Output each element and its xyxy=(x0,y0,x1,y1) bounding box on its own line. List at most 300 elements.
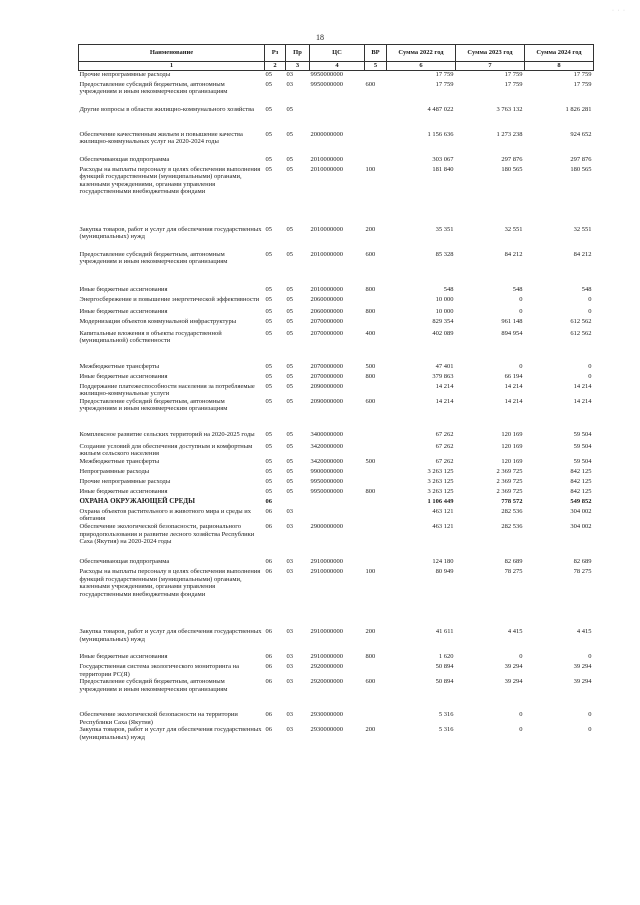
row-pr: 03 xyxy=(286,71,293,78)
row-sum-2024: 4 415 xyxy=(576,628,592,636)
row-sum-2024: 842 125 xyxy=(570,477,592,485)
row-sum-2024: 612 562 xyxy=(570,329,592,337)
row-name: Энергосбережение и повышение энергетической эффективности xyxy=(79,295,260,303)
row-vr xyxy=(365,71,387,81)
row-rz: 05 xyxy=(265,165,272,173)
row-rz: 06 xyxy=(265,663,272,671)
row-name: Государственная система экологического мониторинга на территории РС(Я) xyxy=(79,663,239,678)
row-sum-2023: 548 xyxy=(512,285,523,293)
row-vr: 100 xyxy=(365,165,376,173)
row-sum-2022: 5 316 xyxy=(438,726,454,734)
row-sum-2024: 304 002 xyxy=(570,523,592,531)
row-sum-2024: 78 275 xyxy=(573,568,592,576)
row-vr: 600 xyxy=(365,250,376,258)
row-sum-2023: 120 169 xyxy=(501,457,523,465)
row-sum-2024: 84 212 xyxy=(573,250,592,258)
row-name: Охрана объектов растительного и животного мира и среды их обитания xyxy=(79,507,251,523)
row-rz: 05 xyxy=(265,80,272,88)
row-pr: 03 xyxy=(286,678,293,686)
header-cell: Сумма 2022 год xyxy=(387,45,456,62)
table-row xyxy=(79,373,594,383)
row-sum-2022: 14 214 xyxy=(435,397,454,405)
row-vr xyxy=(365,498,387,508)
row-cs: 2920000000 xyxy=(310,678,343,686)
row-sum-2022: 47 401 xyxy=(435,362,454,370)
row-pr: 03 xyxy=(286,568,293,576)
row-pr: 03 xyxy=(286,653,293,661)
row-cs: 2010000000 xyxy=(310,165,343,173)
row-sum-2023: 2 369 725 xyxy=(496,477,523,485)
row-vr: 200 xyxy=(365,628,376,636)
row-sum-2024: 842 125 xyxy=(570,467,592,475)
row-sum-2022: 303 067 xyxy=(432,155,454,163)
row-name: Создание условий для обеспечения доступным и комфортным жильем сельского населения xyxy=(79,442,253,458)
table-row xyxy=(79,131,594,156)
table-row xyxy=(79,106,594,131)
row-rz: 06 xyxy=(265,558,272,566)
row-name: Прочие непрограммные расходы xyxy=(79,477,171,485)
row-name: Прочие непрограммные расходы xyxy=(79,71,171,78)
row-sum-2023: 4 415 xyxy=(507,628,523,636)
row-cs: 2930000000 xyxy=(310,711,343,719)
row-cs xyxy=(310,508,365,523)
row-rz: 05 xyxy=(265,317,272,325)
row-sum-2024: 842 125 xyxy=(570,487,592,495)
table-row xyxy=(79,443,594,458)
row-sum-2023: 961 148 xyxy=(501,317,523,325)
row-name: Обеспечивающая подпрограмма xyxy=(79,558,170,566)
row-cs: 2000000000 xyxy=(310,130,343,138)
row-pr: 03 xyxy=(286,628,293,636)
row-pr: 03 xyxy=(286,663,293,671)
row-pr: 05 xyxy=(286,130,293,138)
row-sum-2024: 297 876 xyxy=(570,155,592,163)
row-name: ОХРАНА ОКРУЖАЮЩЕЙ СРЕДЫ xyxy=(79,496,195,505)
row-sum-2023: 84 212 xyxy=(504,250,523,258)
row-name: Обеспечение экологической безопасности, рационального природопользования и развитие лесного хозяйства Республики Саха (Якутия) на 2020-2024 годы xyxy=(79,523,255,546)
table-row xyxy=(79,363,594,373)
row-name: Обеспечение экологической безопасности на территории Республики Саха (Якутия) xyxy=(79,711,238,726)
row-pr: 05 xyxy=(286,477,293,485)
column-number: 5 xyxy=(365,62,387,71)
row-vr: 100 xyxy=(365,568,376,576)
row-rz: 05 xyxy=(265,71,272,78)
table-body xyxy=(79,71,594,747)
table-row xyxy=(79,663,594,678)
row-sum-2024: 0 xyxy=(588,362,592,370)
row-cs: 3400000000 xyxy=(310,430,343,438)
row-name: Обеспечивающая подпрограмма xyxy=(79,155,170,163)
header-cell: Наименование xyxy=(79,45,265,62)
row-pr: 05 xyxy=(286,155,293,163)
table-row xyxy=(79,383,594,398)
row-name: Иные бюджетные ассигнования xyxy=(79,487,168,495)
row-sum-2024: 0 xyxy=(588,307,592,315)
row-sum-2022: 50 894 xyxy=(435,678,454,686)
table-row xyxy=(79,318,594,330)
row-sum-2024: 0 xyxy=(588,295,592,303)
row-rz: 05 xyxy=(265,225,272,233)
row-sum-2022: 1 106 449 xyxy=(427,497,454,505)
row-sum-2023: 0 xyxy=(519,711,523,719)
row-cs: 2010000000 xyxy=(310,155,343,163)
header-cell: Сумма 2023 год xyxy=(456,45,525,62)
table-row xyxy=(79,166,594,226)
row-cs: 2060000000 xyxy=(310,295,343,303)
column-number: 4 xyxy=(310,62,365,71)
header-cell: ЦС xyxy=(310,45,365,62)
column-number: 1 xyxy=(79,62,265,71)
row-rz: 05 xyxy=(265,467,272,475)
row-pr: 05 xyxy=(286,250,293,258)
row-cs: 2900000000 xyxy=(310,523,343,531)
row-sum-2022: 35 351 xyxy=(435,225,454,233)
row-rz: 06 xyxy=(265,628,272,636)
row-pr: 05 xyxy=(286,457,293,465)
row-vr xyxy=(365,106,387,131)
row-rz: 06 xyxy=(265,653,272,661)
row-sum-2023: 14 214 xyxy=(504,397,523,405)
row-sum-2022: 14 214 xyxy=(435,382,454,390)
row-rz: 05 xyxy=(265,362,272,370)
table-row xyxy=(79,286,594,296)
row-sum-2024: 39 294 xyxy=(573,663,592,671)
row-vr xyxy=(365,431,387,443)
table-row xyxy=(79,296,594,308)
row-sum-2022: 67 262 xyxy=(435,442,454,450)
row-sum-2022: 80 949 xyxy=(435,568,454,576)
row-sum-2022: 548 xyxy=(443,285,454,293)
row-name: Межбюджетные трансферты xyxy=(79,457,160,465)
table-row xyxy=(79,508,594,523)
row-rz: 06 xyxy=(265,726,272,734)
row-name: Иные бюджетные ассигнования xyxy=(79,285,168,293)
table-row xyxy=(79,431,594,443)
row-cs: 2010000000 xyxy=(310,225,343,233)
row-sum-2023: 32 551 xyxy=(504,225,523,233)
row-rz: 05 xyxy=(265,372,272,380)
row-pr: 05 xyxy=(286,105,293,113)
row-vr: 800 xyxy=(365,285,376,293)
row-cs: 2920000000 xyxy=(310,663,343,671)
row-rz: 05 xyxy=(265,442,272,450)
row-sum-2022: 3 263 125 xyxy=(427,477,454,485)
row-name: Обеспечение качественным жильем и повышение качества жилищно-коммунальных услуг на 2020-2024 годы xyxy=(79,130,243,146)
row-rz: 05 xyxy=(265,285,272,293)
row-pr: 05 xyxy=(286,307,293,315)
row-sum-2024: 32 551 xyxy=(573,225,592,233)
row-sum-2023: 66 194 xyxy=(504,372,523,380)
row-pr: 05 xyxy=(286,285,293,293)
row-sum-2024: 17 759 xyxy=(573,71,592,78)
row-pr: 05 xyxy=(286,362,293,370)
row-pr: 05 xyxy=(286,165,293,173)
row-rz: 06 xyxy=(265,507,272,515)
row-rz: 06 xyxy=(265,568,272,576)
row-sum-2023: 120 169 xyxy=(501,442,523,450)
row-vr xyxy=(365,711,387,726)
row-pr: 05 xyxy=(286,487,293,495)
header-cell: ВР xyxy=(365,45,387,62)
row-sum-2023: 0 xyxy=(519,362,523,370)
row-rz: 05 xyxy=(265,155,272,163)
header-cell: Пр xyxy=(286,45,310,62)
page-number: 18 xyxy=(316,33,324,42)
table-row xyxy=(79,398,594,431)
row-rz: 05 xyxy=(265,329,272,337)
row-rz: 05 xyxy=(265,295,272,303)
row-sum-2024: 17 759 xyxy=(573,80,592,88)
row-cs: 3420000000 xyxy=(310,442,343,450)
row-sum-2023: 0 xyxy=(519,726,523,734)
row-pr: 05 xyxy=(286,372,293,380)
row-vr: 400 xyxy=(365,329,376,337)
row-name: Иные бюджетные ассигнования xyxy=(79,653,168,661)
row-vr: 200 xyxy=(365,726,376,734)
row-pr: 03 xyxy=(286,523,293,531)
row-pr: 03 xyxy=(286,726,293,734)
row-name: Закупка товаров, работ и услуг для обеспечения государственных (муниципальных) нужд xyxy=(79,628,262,643)
row-vr xyxy=(365,558,387,568)
row-sum-2022: 3 263 125 xyxy=(427,467,454,475)
row-rz: 05 xyxy=(265,397,272,405)
row-vr: 800 xyxy=(365,307,376,315)
row-sum-2023: 39 294 xyxy=(504,678,523,686)
row-cs: 2090000000 xyxy=(310,397,343,405)
row-name: Предоставление субсидий бюджетным, автономным учреждениям и иным некоммерческим организациям xyxy=(79,80,228,96)
row-cs xyxy=(310,106,365,131)
row-rz: 06 xyxy=(265,711,272,719)
row-rz: 05 xyxy=(265,487,272,495)
table-row xyxy=(79,251,594,286)
row-sum-2023: 0 xyxy=(519,653,523,661)
row-cs: 2060000000 xyxy=(310,307,343,315)
row-vr xyxy=(365,443,387,458)
row-sum-2024: 549 852 xyxy=(570,497,592,505)
row-sum-2023: 282 536 xyxy=(501,523,523,531)
table-row xyxy=(79,628,594,653)
row-sum-2023: 2 369 725 xyxy=(496,467,523,475)
row-name: Закупка товаров, работ и услуг для обеспечения государственных (муниципальных) нужд xyxy=(79,726,262,742)
row-cs: 2910000000 xyxy=(310,653,343,661)
row-sum-2022: 41 611 xyxy=(435,628,454,636)
row-name: Межбюджетные трансферты xyxy=(79,362,160,370)
row-pr: 05 xyxy=(286,467,293,475)
row-pr: 05 xyxy=(286,317,293,325)
row-pr xyxy=(286,498,310,508)
budget-table xyxy=(78,44,594,746)
row-sum-2023: 0 xyxy=(519,295,523,303)
row-sum-2024: 0 xyxy=(588,653,592,661)
row-sum-2024: 14 214 xyxy=(573,382,592,390)
row-sum-2023: 1 273 238 xyxy=(496,130,523,138)
row-rz: 05 xyxy=(265,307,272,315)
row-cs: 2090000000 xyxy=(310,382,343,390)
header-row xyxy=(79,45,594,62)
row-sum-2023: 14 214 xyxy=(504,382,523,390)
row-sum-2022: 17 759 xyxy=(435,71,454,78)
row-sum-2022: 50 894 xyxy=(435,663,454,671)
row-cs: 9900000000 xyxy=(310,467,343,475)
row-sum-2023: 282 536 xyxy=(501,507,523,515)
row-sum-2024: 548 xyxy=(581,285,592,293)
row-cs: 9950000000 xyxy=(310,80,343,88)
row-pr: 05 xyxy=(286,430,293,438)
row-sum-2024: 924 652 xyxy=(570,130,592,138)
row-pr: 05 xyxy=(286,225,293,233)
row-sum-2022: 1 156 636 xyxy=(427,130,454,138)
row-name: Предоставление субсидий бюджетным, автономным учреждениям и иным некоммерческим организациям xyxy=(79,678,228,693)
header-cell: Сумма 2024 год xyxy=(525,45,594,62)
row-sum-2022: 3 263 125 xyxy=(427,487,454,495)
row-name: Расходы на выплаты персоналу в целях обеспечения выполнения функций государственными (муниципальными) органами, казенными учреждениями, органами управления государственными внебюджетными фондами xyxy=(79,165,261,196)
row-vr xyxy=(365,663,387,678)
row-vr: 800 xyxy=(365,487,376,495)
row-sum-2024: 180 565 xyxy=(570,165,592,173)
row-name: Предоставление субсидий бюджетным, автономным учреждениям и иным некоммерческим организациям xyxy=(79,250,228,266)
row-sum-2022: 5 316 xyxy=(438,711,454,719)
row-vr: 600 xyxy=(365,80,376,88)
row-sum-2022: 379 863 xyxy=(432,372,454,380)
row-sum-2022: 402 089 xyxy=(432,329,454,337)
row-cs: 9950000000 xyxy=(310,71,343,78)
row-vr: 600 xyxy=(365,397,376,405)
row-cs: 2910000000 xyxy=(310,558,343,566)
row-name: Закупка товаров, работ и услуг для обеспечения государственных (муниципальных) нужд xyxy=(79,225,262,241)
column-number: 3 xyxy=(286,62,310,71)
row-name: Расходы на выплаты персоналу в целях обеспечения выполнения функций государственными (муниципальными) органами, казенными учреждениями, органами управления государственными внебюджетными фондами xyxy=(79,568,261,598)
row-vr xyxy=(365,383,387,398)
row-rz: 05 xyxy=(265,382,272,390)
table-row xyxy=(79,711,594,726)
row-pr: 03 xyxy=(286,711,293,719)
row-sum-2024: 1 826 281 xyxy=(565,105,592,113)
corner-mark: · · · xyxy=(612,8,626,14)
row-cs: 2070000000 xyxy=(310,329,343,337)
row-cs: 2070000000 xyxy=(310,362,343,370)
row-vr xyxy=(365,468,387,478)
row-sum-2023: 180 565 xyxy=(501,165,523,173)
row-sum-2022: 829 354 xyxy=(432,317,454,325)
table-row xyxy=(79,498,594,508)
column-number-row xyxy=(79,62,594,71)
table-row xyxy=(79,458,594,468)
row-sum-2024: 304 002 xyxy=(570,507,592,515)
row-vr: 600 xyxy=(365,678,376,686)
row-rz: 05 xyxy=(265,105,272,113)
column-number: 8 xyxy=(525,62,594,71)
row-sum-2023: 297 876 xyxy=(501,155,523,163)
row-sum-2023: 78 275 xyxy=(504,568,523,576)
table-row xyxy=(79,653,594,663)
row-name: Комплексное развитие сельских территорий на 2020-2025 годы xyxy=(79,430,255,438)
row-name: Капитальные вложения в объекты государственной (муниципальной) собственности xyxy=(79,329,222,345)
table-row xyxy=(79,81,594,106)
row-name: Иные бюджетные ассигнования xyxy=(79,307,168,315)
row-pr: 03 xyxy=(286,507,293,515)
row-vr xyxy=(365,508,387,523)
row-pr: 05 xyxy=(286,397,293,405)
row-name: Иные бюджетные ассигнования xyxy=(79,372,168,380)
row-sum-2023: 17 759 xyxy=(504,80,523,88)
table-row xyxy=(79,558,594,568)
row-sum-2023: 39 294 xyxy=(504,663,523,671)
row-cs: 3420000000 xyxy=(310,457,343,465)
row-cs: 2010000000 xyxy=(310,250,343,258)
row-vr xyxy=(365,131,387,156)
row-name: Предоставление субсидий бюджетным, автономным учреждениям и иным некоммерческим организациям xyxy=(79,397,228,413)
table-row xyxy=(79,568,594,628)
row-sum-2024: 0 xyxy=(588,372,592,380)
row-sum-2024: 59 504 xyxy=(573,430,592,438)
row-vr: 800 xyxy=(365,653,376,661)
row-pr: 03 xyxy=(286,80,293,88)
row-pr: 03 xyxy=(286,558,293,566)
row-sum-2024: 0 xyxy=(588,711,592,719)
row-pr: 05 xyxy=(286,295,293,303)
row-pr: 05 xyxy=(286,329,293,337)
row-cs: 2070000000 xyxy=(310,372,343,380)
row-cs: 9950000000 xyxy=(310,477,343,485)
row-vr xyxy=(365,318,387,330)
table-row xyxy=(79,726,594,746)
row-vr xyxy=(365,478,387,488)
row-vr: 800 xyxy=(365,372,376,380)
row-vr: 500 xyxy=(365,362,376,370)
row-cs: 2910000000 xyxy=(310,568,343,576)
row-rz: 05 xyxy=(265,477,272,485)
row-name: Поддержание платежеспособности населения за потребляемые жилищно-коммунальные услуги xyxy=(79,382,255,398)
row-rz: 06 xyxy=(265,523,272,531)
row-pr: 05 xyxy=(286,382,293,390)
row-rz: 05 xyxy=(265,250,272,258)
row-sum-2022: 67 262 xyxy=(435,430,454,438)
row-name: Модернизация объектов коммунальной инфраструктуры xyxy=(79,317,237,325)
row-sum-2024: 39 294 xyxy=(573,678,592,686)
row-rz: 06 xyxy=(265,497,272,505)
table-row xyxy=(79,226,594,251)
row-rz: 06 xyxy=(265,678,272,686)
row-cs xyxy=(310,498,365,508)
row-sum-2023: 17 759 xyxy=(504,71,523,78)
row-sum-2023: 778 572 xyxy=(501,497,523,505)
row-vr: 500 xyxy=(365,457,376,465)
row-sum-2023: 894 954 xyxy=(501,329,523,337)
row-sum-2022: 10 000 xyxy=(435,295,454,303)
row-sum-2023: 2 369 725 xyxy=(496,487,523,495)
row-cs: 9950000000 xyxy=(310,487,343,495)
header-cell: Рз xyxy=(265,45,286,62)
row-sum-2024: 14 214 xyxy=(573,397,592,405)
row-vr xyxy=(365,296,387,308)
table-row xyxy=(79,478,594,488)
row-sum-2023: 3 763 132 xyxy=(496,105,523,113)
row-sum-2022: 17 759 xyxy=(435,80,454,88)
row-sum-2023: 120 169 xyxy=(501,430,523,438)
row-rz: 05 xyxy=(265,130,272,138)
row-rz: 05 xyxy=(265,430,272,438)
row-sum-2022: 85 328 xyxy=(435,250,454,258)
row-vr xyxy=(365,156,387,166)
row-rz: 05 xyxy=(265,457,272,465)
row-sum-2022: 463 121 xyxy=(432,507,454,515)
table-row xyxy=(79,468,594,478)
row-cs: 2010000000 xyxy=(310,285,343,293)
row-name: Непрограммные расходы xyxy=(79,467,150,475)
row-cs: 2930000000 xyxy=(310,726,343,734)
row-cs: 2070000000 xyxy=(310,317,343,325)
row-sum-2023: 82 689 xyxy=(504,558,523,566)
